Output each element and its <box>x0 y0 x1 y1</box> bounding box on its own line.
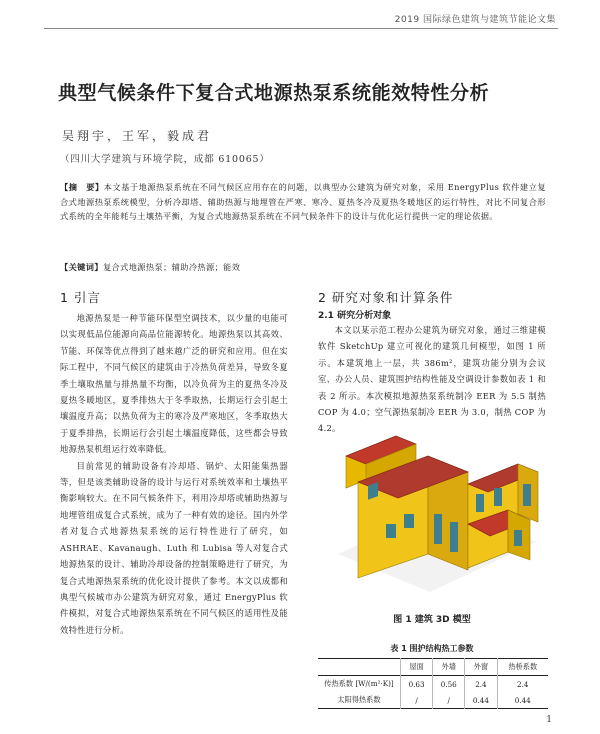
window <box>514 530 522 546</box>
affiliation: （四川大学建筑与环境学院，成都 610065） <box>60 154 270 165</box>
table-caption: 表 1 围护结构热工参数 <box>390 644 474 653</box>
authors: 吴翔宇，王军，毅成君 <box>62 129 213 143</box>
figure-caption: 图 1 建筑 3D 模型 <box>393 615 471 625</box>
paragraph: 目前常见的辅助设备有冷却塔、锅炉、太阳能集热器等，但是该类辅助设备的设计与运行对系统效率和土壤热平衡影响较大。在不同气候条件下，利用冷却塔或辅助热源与地埋管组成复合式系统，成为了一种有效的途径。国内外学者对复合式地源热泵系统的运行特性进行了研究，如 ASHRAE、Kavanaugh、Luth 和 Lubisa 等人对复合式地源热泵的设计、辅助冷却设备的控制策略进行了研究，为复合式地源热泵系统的优化设计提供了参考。本文以成都和典型气候城市办公建筑为研究对象，通过 EnergyPlus 软件模拟，对复合式地源热泵系统在不同气候区的适用性及能效特性进行分析。 <box>60 460 288 635</box>
keywords-text: 复合式地源热泵；辅助冷热源；能效 <box>102 262 241 272</box>
abstract <box>60 180 546 224</box>
building-3d-model-figure <box>318 364 546 596</box>
table-cell: 2.4 <box>465 676 497 693</box>
section-1-body <box>60 310 288 638</box>
table-header-cell: 屋面 <box>401 659 433 676</box>
keywords-label: 【关键词】 <box>60 262 103 272</box>
window <box>523 484 531 506</box>
thermal-parameters-table <box>318 658 548 709</box>
table-cell: 0.63 <box>401 676 433 693</box>
table-cell: / <box>401 692 433 709</box>
abstract-text: 本文基于地源热泵系统在不同气候区应用存在的问题，以典型办公建筑为研究对象，采用 EnergyPlus 软件建立复合式地源热泵系统模型，分析冷却塔、辅助热源与地埋管在严寒、寒冷、夏热冬冷及夏热冬暖地区的运行特性，对比不同复合形式系统的全年能耗与土壤热平衡，为复合式地源热泵系统在不同气候条件下的设计与优化运行提供一定的理论依据。 <box>60 182 546 221</box>
table-cell: 0.56 <box>433 676 465 693</box>
header-rule <box>44 28 558 29</box>
abstract-label: 【摘 要】 <box>60 182 104 192</box>
window <box>404 514 414 528</box>
window <box>386 524 396 538</box>
table-header-cell: 外墙 <box>433 659 465 676</box>
table-cell: 传热系数 [W/(m²·K)] <box>318 676 401 693</box>
table-row <box>318 676 548 693</box>
subsection-heading: 2.1 研究分析对象 <box>318 311 392 321</box>
table-cell: 0.44 <box>514 695 531 705</box>
window <box>494 488 502 506</box>
paragraph: 本文以某示范工程办公建筑为研究对象，通过三维建模软件 SketchUp 建立可视化的建筑几何模型，如图 1 所示。本建筑地上一层，共 386m²，建筑功能分别为会议室、办公人员、建筑围护结构性能及空调设计参数如表 1 和表 2 所示。本次模拟地源热泵系统制冷 EER 为 5.5 制热 COP 为 4.0；空气源热泵制冷 EER 为 3.0，制热 COP 为 4.2。 <box>318 325 546 434</box>
section-2-heading: 2 研究对象和计算条件 <box>318 290 454 305</box>
table-cell: 0.44 <box>465 692 497 709</box>
table-header-cell: 外窗 <box>465 659 497 676</box>
paragraph: 地源热泵是一种节能环保型空调技术，以少量的电能可以实现低品位能源向高品位能源转化。地源热泵以其高效、节能、环保等优点得到了越来越广泛的研究和应用。但在实际工程中，不同气候区的建筑由于冷热负荷差异，导致冬夏季土壤取热量与排热量不均衡，以冷负荷为主的夏热冬冷及夏热冬暖地区，夏季排热大于冬季取热，长期运行会引起土壤温度升高；以热负荷为主的寒冷及严寒地区，冬季取热大于夏季排热，长期运行会引起土壤温度降低，这些都会导致地源热泵机组运行效率降低。 <box>60 313 288 455</box>
conference-title: 2019 国际绿色建筑与建筑节能论文集 <box>394 15 556 25</box>
table-header-row <box>318 659 548 676</box>
keywords <box>60 262 546 273</box>
section-1-heading: 1 引言 <box>60 290 101 305</box>
table-row <box>318 692 548 709</box>
paper-title: 典型气候条件下复合式地源热泵系统能效特性分析 <box>58 82 490 104</box>
table-cell: 太阳得热系数 <box>318 692 401 709</box>
table-header-cell: 热桥系数 <box>508 662 538 671</box>
page-number: 1 <box>546 715 552 725</box>
window <box>434 514 442 544</box>
table-cell: 2.4 <box>517 679 529 689</box>
window <box>476 494 484 512</box>
table-cell: / <box>433 692 465 709</box>
table-header-cell <box>318 659 401 676</box>
window <box>450 522 458 552</box>
